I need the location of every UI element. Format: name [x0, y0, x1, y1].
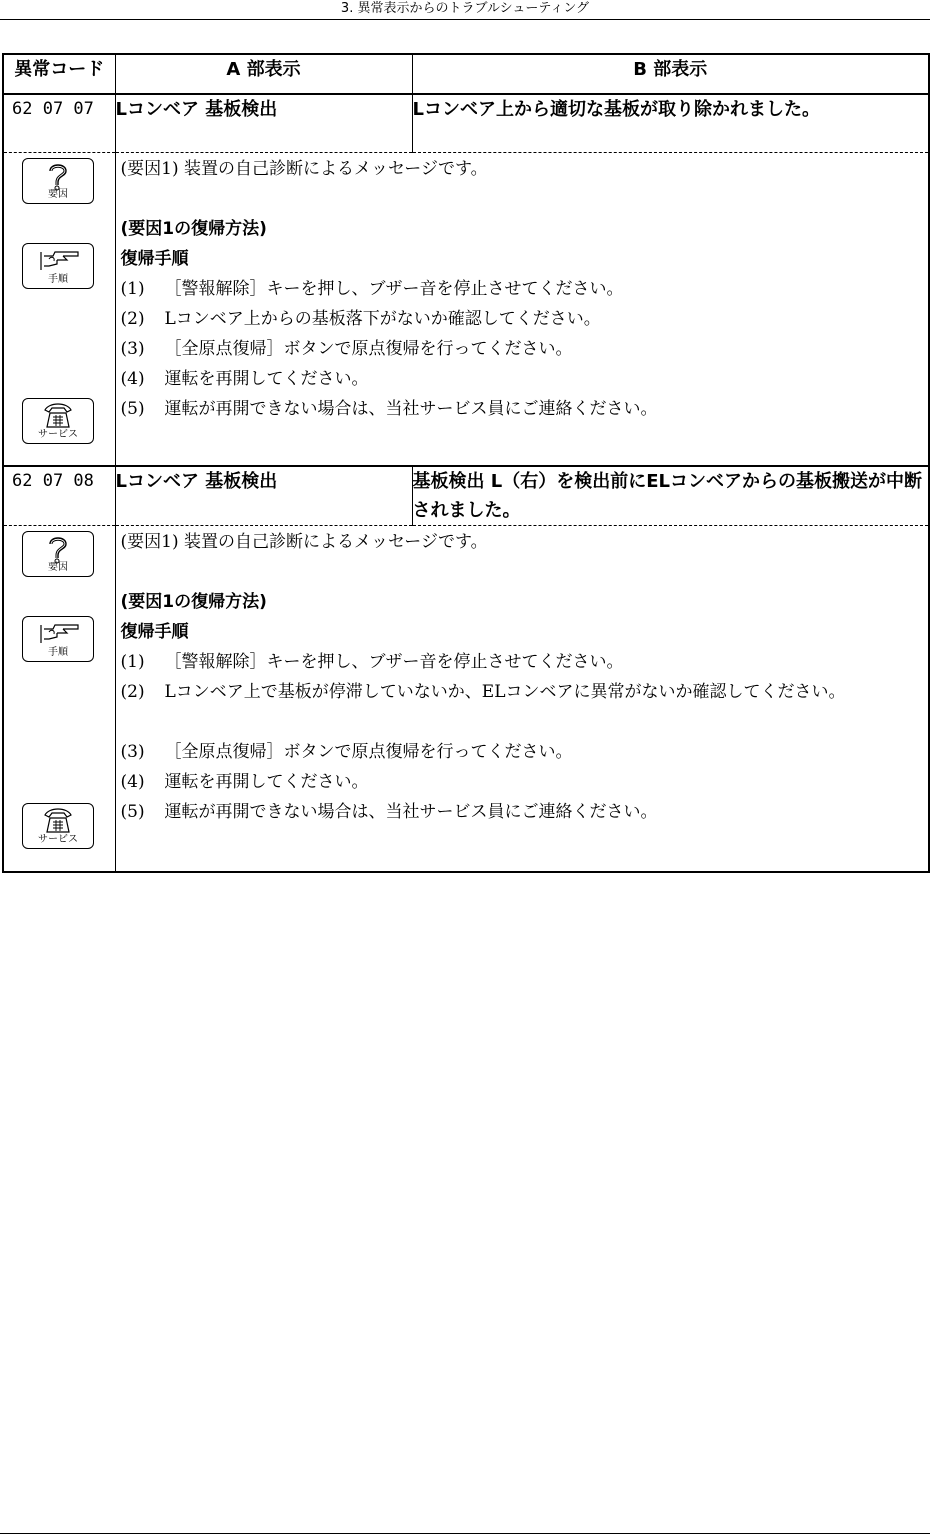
cause-icon-label: 要因	[48, 562, 68, 573]
step-text: ［警報解除］キーを押し、ブザー音を停止させてください。	[164, 278, 624, 299]
step-number: (1)	[120, 278, 145, 299]
spacer	[121, 184, 929, 214]
cause-icon	[22, 158, 94, 204]
table-row	[3, 466, 929, 526]
procedure-step	[121, 647, 929, 677]
a-display-text: Lコンベア 基板検出	[115, 466, 412, 526]
step-text: Lコンベア上で基板が停滞していないか、ELコンベアに異常がないか確認してください。	[164, 682, 846, 702]
step-text: 運転を再開してください。	[164, 772, 369, 792]
icon-column	[3, 526, 115, 872]
procedure-icon-label: 手順	[48, 647, 68, 658]
procedure-step	[121, 334, 929, 364]
step-text: ［警報解除］キーを押し、ブザー音を停止させてください。	[164, 652, 624, 672]
recovery-heading: (要因1の復帰方法)	[120, 218, 267, 239]
cause-icon-label: 要因	[48, 188, 68, 200]
step-number: (5)	[120, 802, 145, 822]
procedure-step	[121, 677, 929, 737]
procedure-step	[121, 274, 929, 304]
service-icon-label: サービス	[38, 834, 78, 845]
recovery-heading: (要因1の復帰方法)	[120, 592, 267, 612]
step-number: (2)	[120, 308, 145, 329]
step-text: 運転を再開してください。	[164, 368, 369, 389]
cause-text: (要因1) 装置の自己診断によるメッセージです。	[120, 532, 488, 552]
service-icon-label: サービス	[38, 428, 78, 440]
detail-cell	[115, 152, 929, 466]
telephone-icon	[22, 398, 94, 444]
step-number: (3)	[120, 742, 145, 762]
a-display-text: Lコンベア 基板検出	[115, 94, 412, 152]
cause-icon	[22, 531, 94, 577]
header-b-display: B 部表示	[412, 54, 929, 94]
step-number: (4)	[120, 772, 145, 792]
step-text: 運転が再開できない場合は、当社サービス員にご連絡ください。	[164, 398, 658, 419]
spacer	[121, 557, 929, 587]
header-error-code: 異常コード	[3, 54, 115, 94]
cause-text: (要因1) 装置の自己診断によるメッセージです。	[120, 158, 488, 179]
procedure-step	[121, 737, 929, 767]
procedure-step	[121, 797, 929, 827]
step-text: Lコンベア上からの基板落下がないか確認してください。	[164, 308, 601, 329]
footer-rule	[0, 1533, 930, 1534]
hand-pointer-icon	[22, 243, 94, 289]
table-row	[3, 94, 929, 152]
step-number: (4)	[120, 368, 145, 389]
page-header: 3. 異常表示からのトラブルシューティング	[340, 1, 590, 16]
step-number: (3)	[120, 338, 145, 359]
step-number: (1)	[120, 652, 145, 672]
header-rule	[0, 19, 930, 20]
error-code: 62 07 07	[3, 94, 115, 152]
step-text: ［全原点復帰］ボタンで原点復帰を行ってください。	[164, 742, 573, 762]
step-text: ［全原点復帰］ボタンで原点復帰を行ってください。	[164, 338, 573, 359]
detail-cell	[115, 526, 929, 872]
procedure-step	[121, 304, 929, 334]
step-number: (2)	[120, 682, 145, 702]
step-number: (5)	[120, 398, 145, 419]
procedure-step	[121, 394, 929, 424]
procedure-heading: 復帰手順	[120, 248, 189, 269]
header-a-display: A 部表示	[115, 54, 412, 94]
telephone-icon	[22, 803, 94, 849]
error-code: 62 07 08	[3, 466, 115, 526]
icon-column	[3, 152, 115, 466]
procedure-icon-label: 手順	[48, 273, 68, 285]
detail-row	[3, 152, 929, 466]
detail-row	[3, 526, 929, 872]
step-text: 運転が再開できない場合は、当社サービス員にご連絡ください。	[164, 802, 658, 822]
hand-pointer-icon	[22, 616, 94, 662]
table-header-row	[3, 54, 929, 94]
procedure-heading: 復帰手順	[120, 622, 189, 642]
error-code-table	[2, 53, 930, 873]
b-display-text: Lコンベア上から適切な基板が取り除かれました。	[412, 94, 929, 152]
procedure-step	[121, 767, 929, 797]
procedure-step	[121, 364, 929, 394]
b-display-text: 基板検出 L（右）を検出前にELコンベアからの基板搬送が中断されました。	[412, 466, 929, 526]
